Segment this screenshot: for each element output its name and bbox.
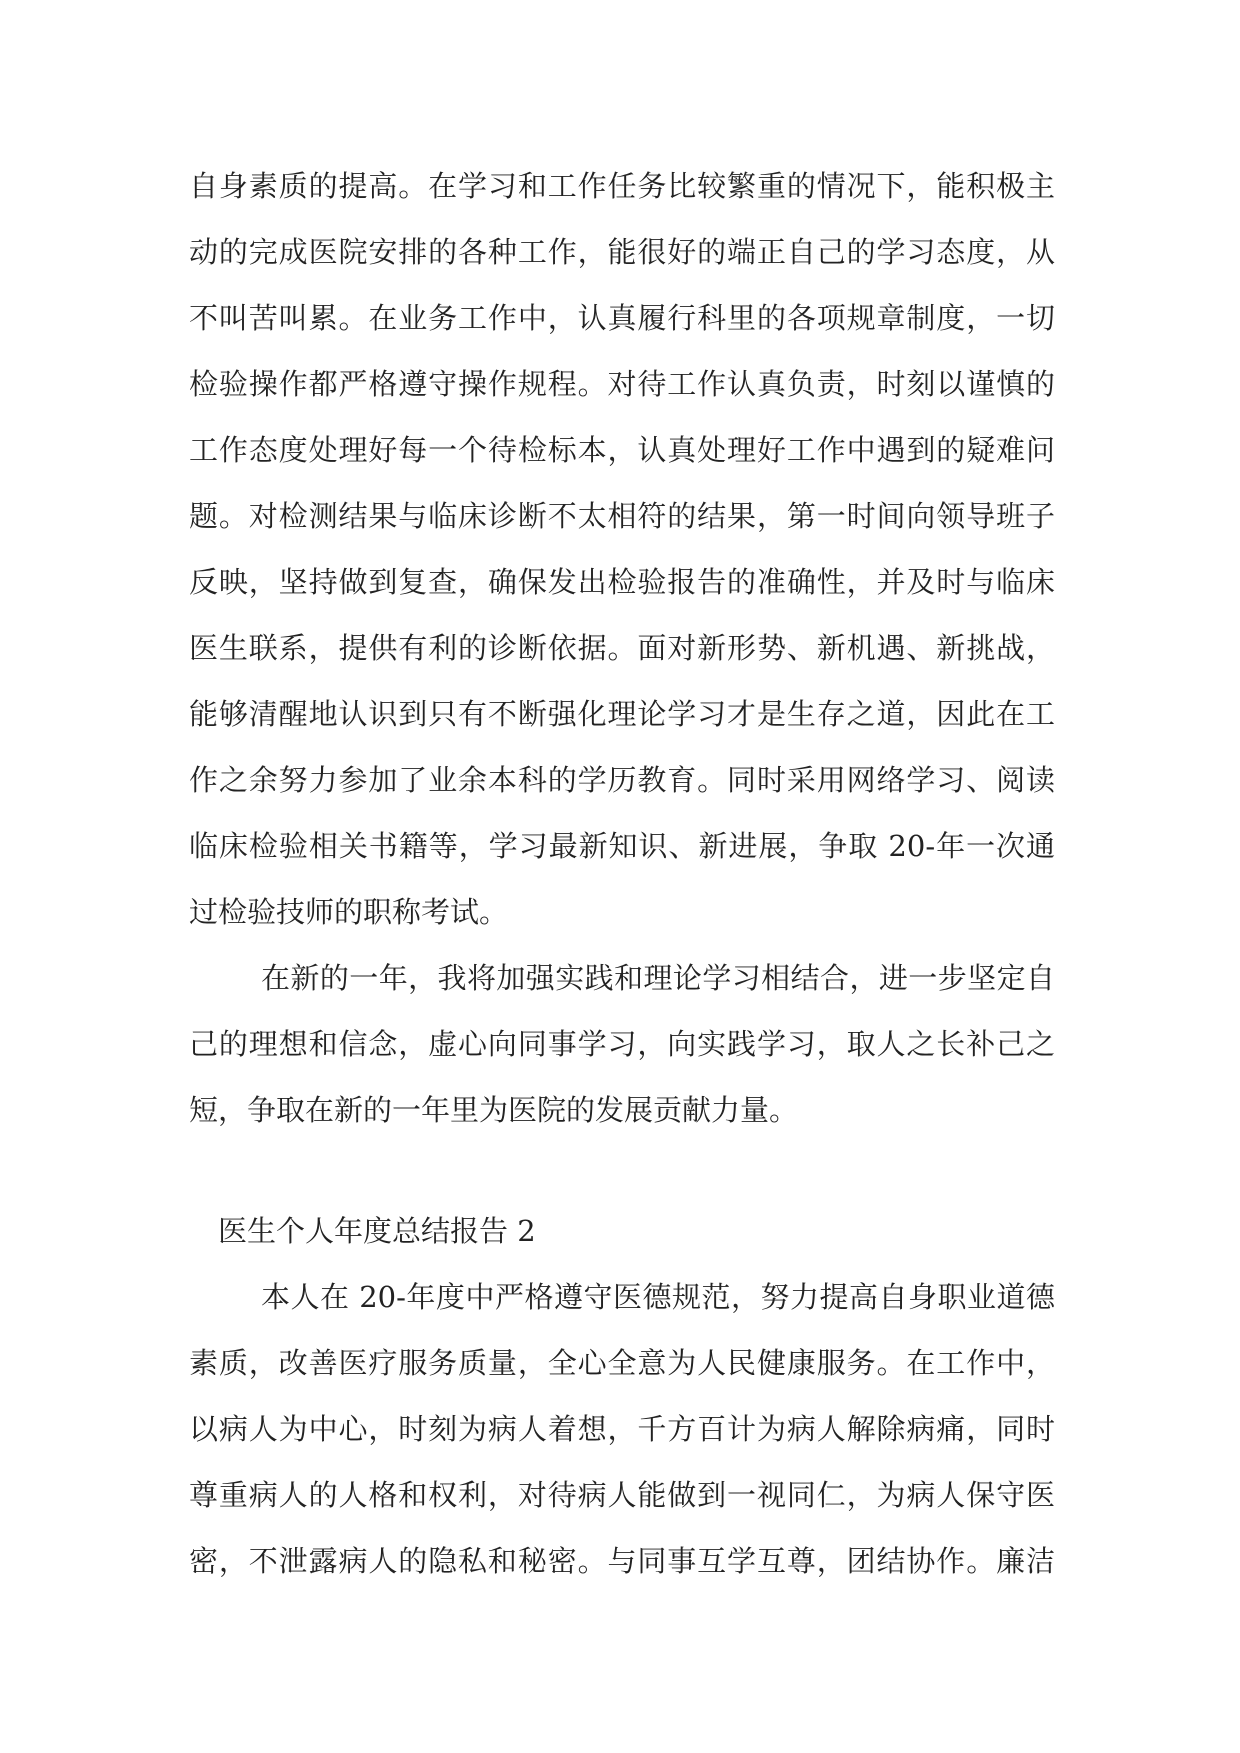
paragraph-line: 作之余努力参加了业余本科的学历教育。同时采用网络学习、阅读 [189, 763, 1055, 797]
paragraph-line: 素质，改善医疗服务质量，全心全意为人民健康服务。在工作中， [189, 1346, 1055, 1380]
paragraph-self-quality [189, 153, 1055, 945]
paragraph-line: 题。对检测结果与临床诊断不太相符的结果，第一时间向领导班子 [189, 499, 1055, 533]
paragraph-line: 自身素质的提高。在学习和工作任务比较繁重的情况下，能积极主 [189, 169, 1055, 203]
paragraph-line: 密，不泄露病人的隐私和秘密。与同事互学互尊，团结协作。廉洁 [189, 1544, 1055, 1578]
paragraph-line: 以病人为中心，时刻为病人着想，千方百计为病人解除病痛，同时 [189, 1412, 1055, 1446]
paragraph-line: 短，争取在新的一年里为医院的发展贡献力量。 [189, 1093, 799, 1127]
paragraph-line: 己的理想和信念，虚心向同事学习，向实践学习，取人之长补己之 [189, 1027, 1055, 1061]
paragraph-medical-ethics [189, 1264, 1055, 1594]
section-heading: 医生个人年度总结报告 2 [218, 1214, 536, 1248]
paragraph-line: 在新的一年，我将加强实践和理论学习相结合，进一步坚定自 [261, 961, 1055, 995]
paragraph-line: 过检验技师的职称考试。 [189, 895, 509, 929]
paragraph-line: 临床检验相关书籍等，学习最新知识、新进展，争取 20-年一次通 [189, 829, 1055, 863]
paragraph-line: 动的完成医院安排的各种工作，能很好的端正自己的学习态度，从 [189, 235, 1055, 269]
paragraph-line: 能够清醒地认识到只有不断强化理论学习才是生存之道，因此在工 [189, 697, 1055, 731]
paragraph-line: 本人在 20-年度中严格遵守医德规范，努力提高自身职业道德 [261, 1280, 1055, 1314]
paragraph-line: 反映，坚持做到复查，确保发出检验报告的准确性，并及时与临床 [189, 565, 1055, 599]
paragraph-line: 检验操作都严格遵守操作规程。对待工作认真负责，时刻以谨慎的 [189, 367, 1055, 401]
paragraph-line: 不叫苦叫累。在业务工作中，认真履行科里的各项规章制度，一切 [189, 301, 1055, 335]
paragraph-line: 医生联系，提供有利的诊断依据。面对新形势、新机遇、新挑战， [189, 631, 1055, 665]
paragraph-line: 工作态度处理好每一个待检标本，认真处理好工作中遇到的疑难问 [189, 433, 1055, 467]
paragraph-new-year-plan [189, 945, 1055, 1143]
paragraph-line: 尊重病人的人格和权利，对待病人能做到一视同仁，为病人保守医 [189, 1478, 1055, 1512]
